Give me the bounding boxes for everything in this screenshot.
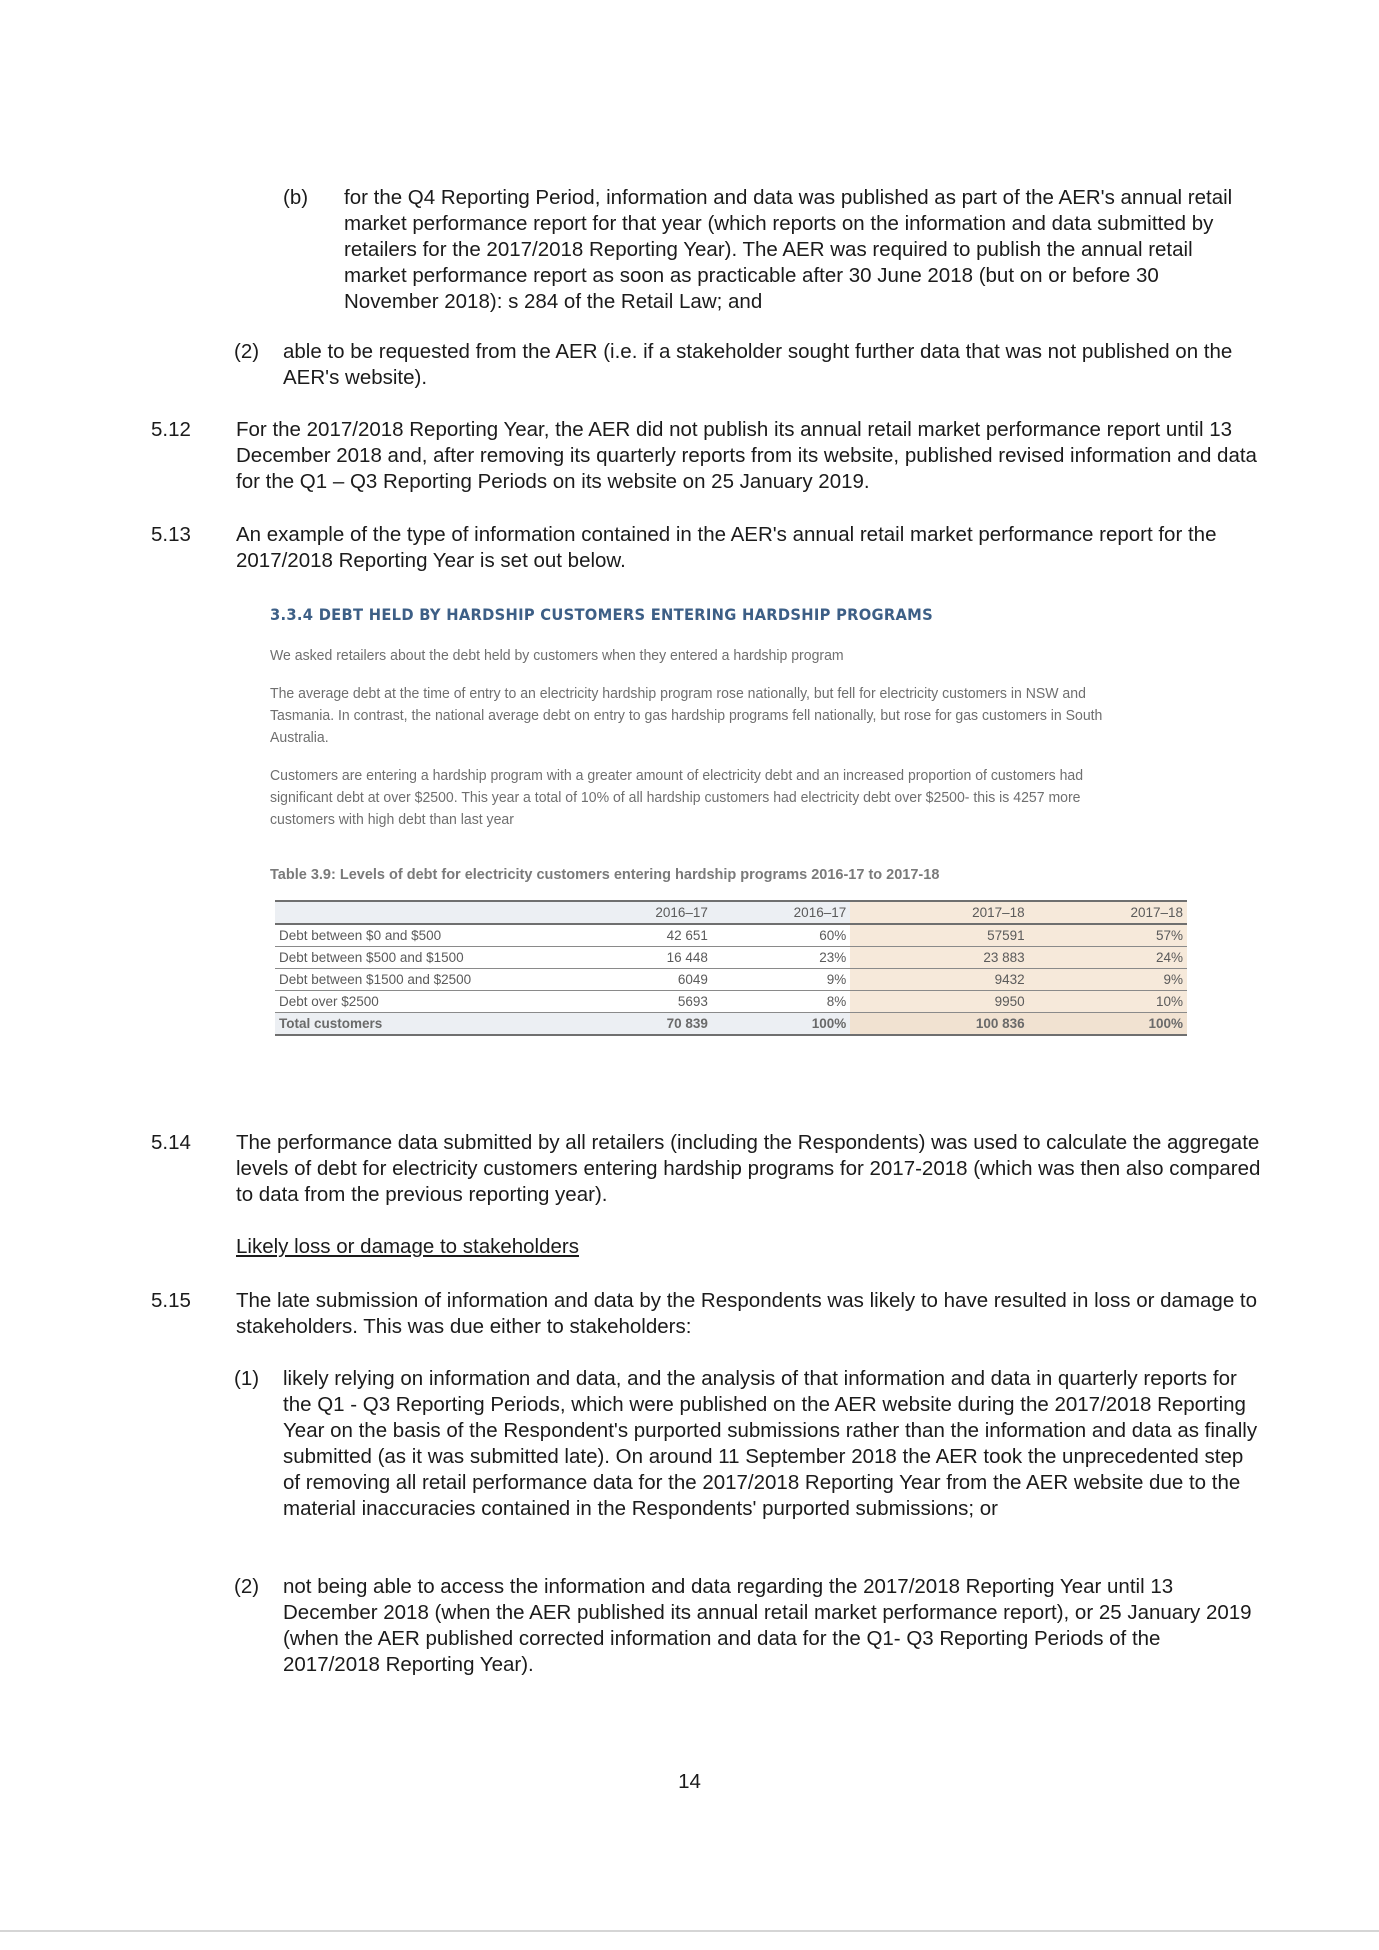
excerpt-title: 3.3.4 DEBT HELD BY HARDSHIP CUSTOMERS ENTERING HARDSHIP PROGRAMS bbox=[270, 605, 933, 624]
para-5-14-text: The performance data submitted by all retailers (including the Respondents) was used to calculate the aggregate levels of debt for electricity customers entering hardship programs for 2017-2018 (which was then also compared to data from the previous reporting year). bbox=[236, 1131, 1261, 1206]
table-cell: 23% bbox=[712, 947, 850, 969]
table-header-cell: 2016–17 bbox=[574, 901, 712, 924]
table-cell: 5693 bbox=[574, 991, 712, 1013]
table-cell: 57% bbox=[1029, 924, 1187, 947]
table-header-cell bbox=[275, 901, 574, 924]
table-cell: 23 883 bbox=[850, 947, 1028, 969]
page-number: 14 bbox=[678, 1770, 701, 1793]
para-5-12-text: For the 2017/2018 Reporting Year, the AER did not publish its annual retail market performance report until 13 December 2018 and, after removing its quarterly reports from its website, published revised information and data for the Q1 – Q3 Reporting Periods on its website on 25 January 2019. bbox=[236, 418, 1257, 493]
table-cell: 9432 bbox=[850, 969, 1028, 991]
table-cell: 6049 bbox=[574, 969, 712, 991]
table-cell: 9% bbox=[1029, 969, 1187, 991]
excerpt-para-3: Customers are entering a hardship program with a greater amount of electricity debt and an increased proportion of customers had significant debt at over $2500. This year a total of 10% of all hardship customers had electricity debt over $2500- this is 4257 more customers with high debt than last year bbox=[270, 768, 1084, 828]
item-2-label: (2) bbox=[234, 340, 260, 363]
table-cell: 100% bbox=[712, 1013, 850, 1036]
table-cell: 9% bbox=[712, 969, 850, 991]
item-2-text: able to be requested from the AER (i.e. if a stakeholder sought further data that was not published on the AER's website). bbox=[283, 340, 1233, 389]
para-5-13-text: An example of the type of information contained in the AER's annual retail market performance report for the 2017/2018 Reporting Year is set out below. bbox=[236, 523, 1217, 572]
table-cell: Debt between $500 and $1500 bbox=[275, 947, 574, 969]
excerpt-table-caption: Table 3.9: Levels of debt for electricity customers entering hardship programs 2016-17 to 2017-18 bbox=[270, 867, 940, 883]
table-header-cell: 2017–18 bbox=[1029, 901, 1187, 924]
para-5-13-number: 5.13 bbox=[151, 523, 191, 546]
subitem-2-label: (2) bbox=[234, 1575, 260, 1598]
table-cell: 24% bbox=[1029, 947, 1187, 969]
table-cell: Debt between $0 and $500 bbox=[275, 924, 574, 947]
table-row bbox=[275, 991, 1187, 1013]
table-header-cell: 2016–17 bbox=[712, 901, 850, 924]
table-cell: 8% bbox=[712, 991, 850, 1013]
section-subheading: Likely loss or damage to stakeholders bbox=[236, 1235, 579, 1258]
table-cell: 100% bbox=[1029, 1013, 1187, 1036]
table-header-row bbox=[275, 901, 1187, 924]
debt-levels-table bbox=[275, 900, 1187, 1036]
table-row bbox=[275, 924, 1187, 947]
table-row bbox=[275, 947, 1187, 969]
item-b-text: for the Q4 Reporting Period, information and data was published as part of the AER's annual retail market performance report for that year (which reports on the information and data submitted by retailers for the 2017/2018 Reporting Year). The AER was required to publish the annual retail market performance report as soon as practicable after 30 June 2018 (but on or before 30 November 2018): s 284 of the Retail Law; and bbox=[344, 186, 1233, 313]
subitem-1-label: (1) bbox=[234, 1367, 260, 1390]
table-total-row bbox=[275, 1013, 1187, 1036]
para-5-12-number: 5.12 bbox=[151, 418, 191, 441]
subitem-2-text: not being able to access the information and data regarding the 2017/2018 Reporting Year until 13 December 2018 (when the AER published its annual retail market performance report), or 25 January 2019 (when the AER published corrected information and data for the Q1- Q3 Reporting Periods of the 2017/2018 Reporting Year). bbox=[283, 1575, 1252, 1676]
para-5-15-number: 5.15 bbox=[151, 1289, 191, 1312]
table-cell: Debt over $2500 bbox=[275, 991, 574, 1013]
para-5-14-number: 5.14 bbox=[151, 1131, 191, 1154]
footer-divider bbox=[0, 1930, 1379, 1932]
table-cell: 57591 bbox=[850, 924, 1028, 947]
excerpt-para-1: We asked retailers about the debt held by customers when they entered a hardship program bbox=[270, 648, 844, 664]
table-cell: Debt between $1500 and $2500 bbox=[275, 969, 574, 991]
table-cell: 70 839 bbox=[574, 1013, 712, 1036]
subitem-1-text: likely relying on information and data, and the analysis of that information and data in quarterly reports for the Q1 - Q3 Reporting Periods, which were published on the AER website during the 2017/2018 Reporting Year on the basis of the Respondent's purported submissions rather than the information and data as finally submitted (as it was submitted late). On around 11 September 2018 the AER took the unprecedented step of removing all retail performance data for the 2017/2018 Reporting Year from the AER website due to the material inaccuracies contained in the Respondents' purported submissions; or bbox=[283, 1367, 1258, 1520]
table-cell: 100 836 bbox=[850, 1013, 1028, 1036]
table-cell: 10% bbox=[1029, 991, 1187, 1013]
table-cell: 60% bbox=[712, 924, 850, 947]
table-cell: 42 651 bbox=[574, 924, 712, 947]
table-cell: Total customers bbox=[275, 1013, 574, 1036]
item-b-label: (b) bbox=[283, 186, 309, 209]
table-header-cell: 2017–18 bbox=[850, 901, 1028, 924]
para-5-15-text: The late submission of information and data by the Respondents was likely to have resulted in loss or damage to stakeholders. This was due either to stakeholders: bbox=[236, 1289, 1258, 1338]
table-cell: 9950 bbox=[850, 991, 1028, 1013]
excerpt-para-2: The average debt at the time of entry to an electricity hardship program rose nationally, but fell for electricity customers in NSW and Tasmania. In contrast, the national average debt on entry to gas hardship programs fell nationally, but rose for gas customers in South Australia. bbox=[270, 686, 1103, 746]
table-cell: 16 448 bbox=[574, 947, 712, 969]
table-row bbox=[275, 969, 1187, 991]
